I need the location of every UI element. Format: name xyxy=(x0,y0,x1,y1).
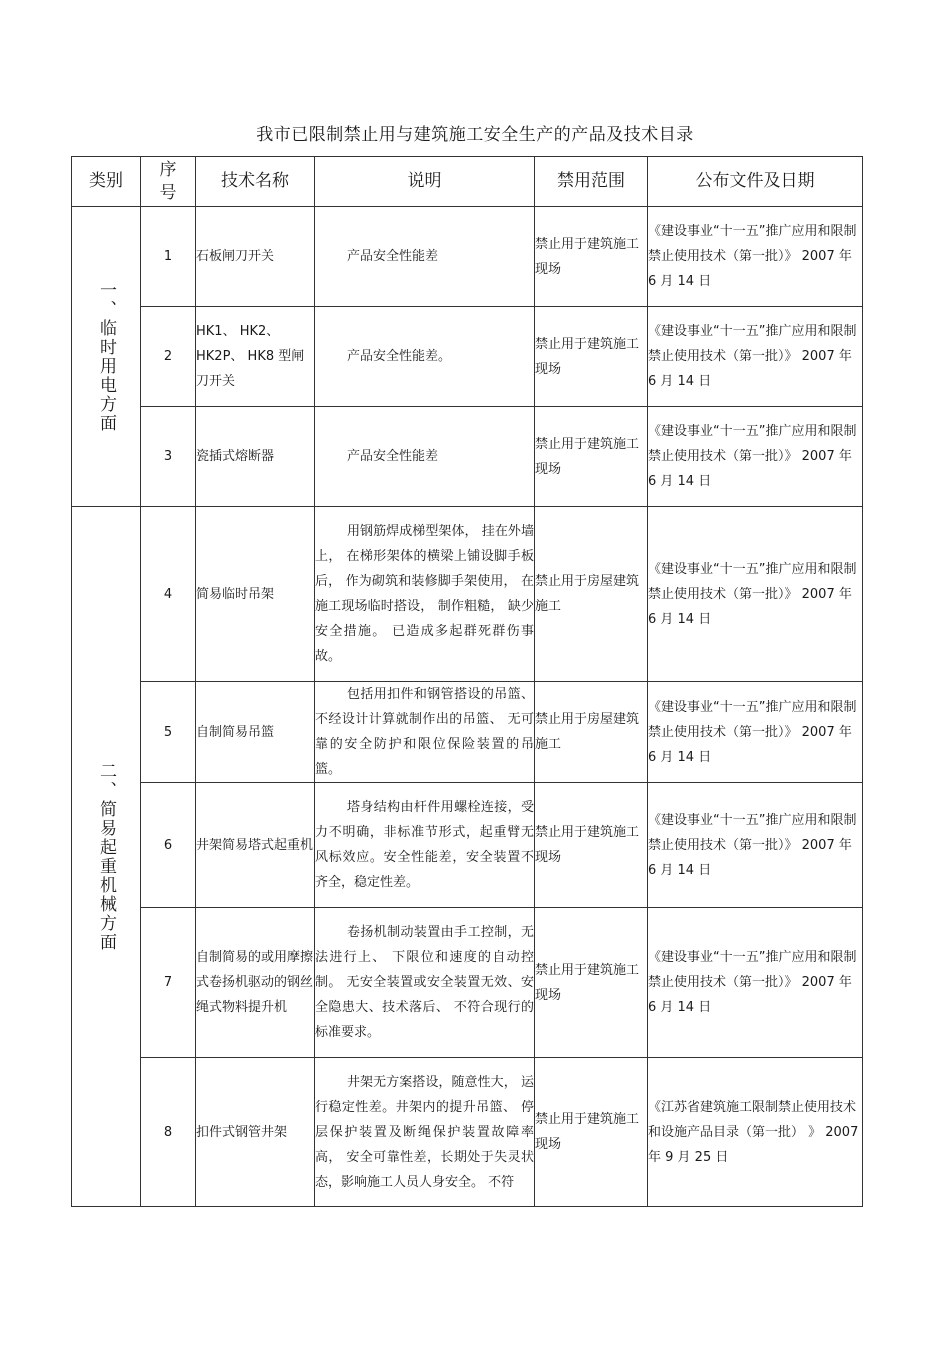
name-cell: 自制简易的或用摩擦式卷扬机驱动的钢丝绳式物料提升机 xyxy=(196,908,315,1058)
desc-cell: 用钢筋焊成梯型架体， 挂在外墙上， 在梯形架体的横梁上铺设脚手板后， 作为砌筑和装修脚手架使用， 在施工现场临时搭设， 制作粗糙， 缺少安全措施。 已造成多起群死群伤事故。 xyxy=(315,507,535,682)
desc-cell: 产品安全性能差。 xyxy=(315,307,535,407)
scope-cell: 禁止用于建筑施工现场 xyxy=(535,1058,648,1207)
document-title: 我市已限制禁止用与建筑施工安全生产的产品及技术目录 xyxy=(256,125,694,145)
pub-cell: 《建设事业“十一五”推广应用和限制禁止使用技术（第一批）》 2007 年 6 月 14 日 xyxy=(648,908,863,1058)
seq-cell: 8 xyxy=(141,1058,196,1207)
name-cell: 瓷插式熔断器 xyxy=(196,407,315,507)
seq-cell: 3 xyxy=(141,407,196,507)
category-label: 二、简易起重机械方面 xyxy=(96,761,116,952)
table-row xyxy=(72,507,863,682)
scope-cell: 禁止用于建筑施工现场 xyxy=(535,783,648,908)
pub-cell: 《建设事业“十一五”推广应用和限制禁止使用技术（第一批）》 2007 年 6 月 14 日 xyxy=(648,307,863,407)
pub-cell: 《建设事业“十一五”推广应用和限制禁止使用技术（第一批）》 2007 年 6 月 14 日 xyxy=(648,682,863,783)
scope-cell: 禁止用于建筑施工现场 xyxy=(535,307,648,407)
table-row xyxy=(72,783,863,908)
header-seq: 序号 xyxy=(141,157,196,207)
scope-cell: 禁止用于建筑施工现场 xyxy=(535,908,648,1058)
header-scope: 禁用范围 xyxy=(535,157,648,207)
scope-cell: 禁止用于房屋建筑施工 xyxy=(535,682,648,783)
seq-cell: 2 xyxy=(141,307,196,407)
name-cell: 井架简易塔式起重机 xyxy=(196,783,315,908)
desc-cell: 包括用扣件和钢管搭设的吊篮、 不经设计计算就制作出的吊篮、 无可靠的安全防护和限位保险装置的吊篮。 xyxy=(315,682,535,783)
seq-cell: 4 xyxy=(141,507,196,682)
name-cell: HK1、 HK2、 HK2P、 HK8 型闸刀开关 xyxy=(196,307,315,407)
seq-cell: 6 xyxy=(141,783,196,908)
pub-cell: 《建设事业“十一五”推广应用和限制禁止使用技术（第一批）》 2007 年 6 月 14 日 xyxy=(648,783,863,908)
seq-cell: 7 xyxy=(141,908,196,1058)
table-row xyxy=(72,908,863,1058)
desc-cell: 产品安全性能差 xyxy=(315,407,535,507)
name-cell: 扣件式钢管井架 xyxy=(196,1058,315,1207)
header-category: 类别 xyxy=(72,157,141,207)
desc-cell: 产品安全性能差 xyxy=(315,207,535,307)
header-pub: 公布文件及日期 xyxy=(648,157,863,207)
scope-cell: 禁止用于建筑施工现场 xyxy=(535,207,648,307)
scope-cell: 禁止用于房屋建筑施工 xyxy=(535,507,648,682)
table-row xyxy=(72,407,863,507)
header-name: 技术名称 xyxy=(196,157,315,207)
seq-cell: 5 xyxy=(141,682,196,783)
name-cell: 简易临时吊架 xyxy=(196,507,315,682)
table-row xyxy=(72,1058,863,1207)
pub-cell: 《江苏省建筑施工限制禁止使用技术和设施产品目录（第一批） 》 2007 年 9 月 25 日 xyxy=(648,1058,863,1207)
pub-cell: 《建设事业“十一五”推广应用和限制禁止使用技术（第一批）》 2007 年 6 月 14 日 xyxy=(648,507,863,682)
seq-cell: 1 xyxy=(141,207,196,307)
table-row xyxy=(72,682,863,783)
desc-cell: 卷扬机制动装置由手工控制，无法进行上、 下限位和速度的自动控制。 无安全装置或安全装置无效、安全隐患大、技术落后、 不符合现行的标准要求。 xyxy=(315,908,535,1058)
category-cell xyxy=(72,507,141,1207)
pub-cell: 《建设事业“十一五”推广应用和限制禁止使用技术（第一批）》 2007 年 6 月 14 日 xyxy=(648,407,863,507)
category-label: 一、临时用电方面 xyxy=(96,280,116,433)
restricted-products-table xyxy=(71,156,863,1207)
desc-cell: 塔身结构由杆件用螺栓连接，受力不明确，非标准节形式，起重臂无风标效应。安全性能差，安全装置不齐全，稳定性差。 xyxy=(315,783,535,908)
desc-cell: 井架无方案搭设，随意性大， 运行稳定性差。井架内的提升吊篮、 停层保护装置及断绳保护装置故障率高， 安全可靠性差，长期处于失灵状态，影响施工人员人身安全。 不符 xyxy=(315,1058,535,1207)
table-row xyxy=(72,207,863,307)
name-cell: 自制简易吊篮 xyxy=(196,682,315,783)
header-desc: 说明 xyxy=(315,157,535,207)
name-cell: 石板闸刀开关 xyxy=(196,207,315,307)
scope-cell: 禁止用于建筑施工现场 xyxy=(535,407,648,507)
table-row xyxy=(72,307,863,407)
pub-cell: 《建设事业“十一五”推广应用和限制禁止使用技术（第一批）》 2007 年 6 月 14 日 xyxy=(648,207,863,307)
header-row xyxy=(72,157,863,207)
category-cell xyxy=(72,207,141,507)
